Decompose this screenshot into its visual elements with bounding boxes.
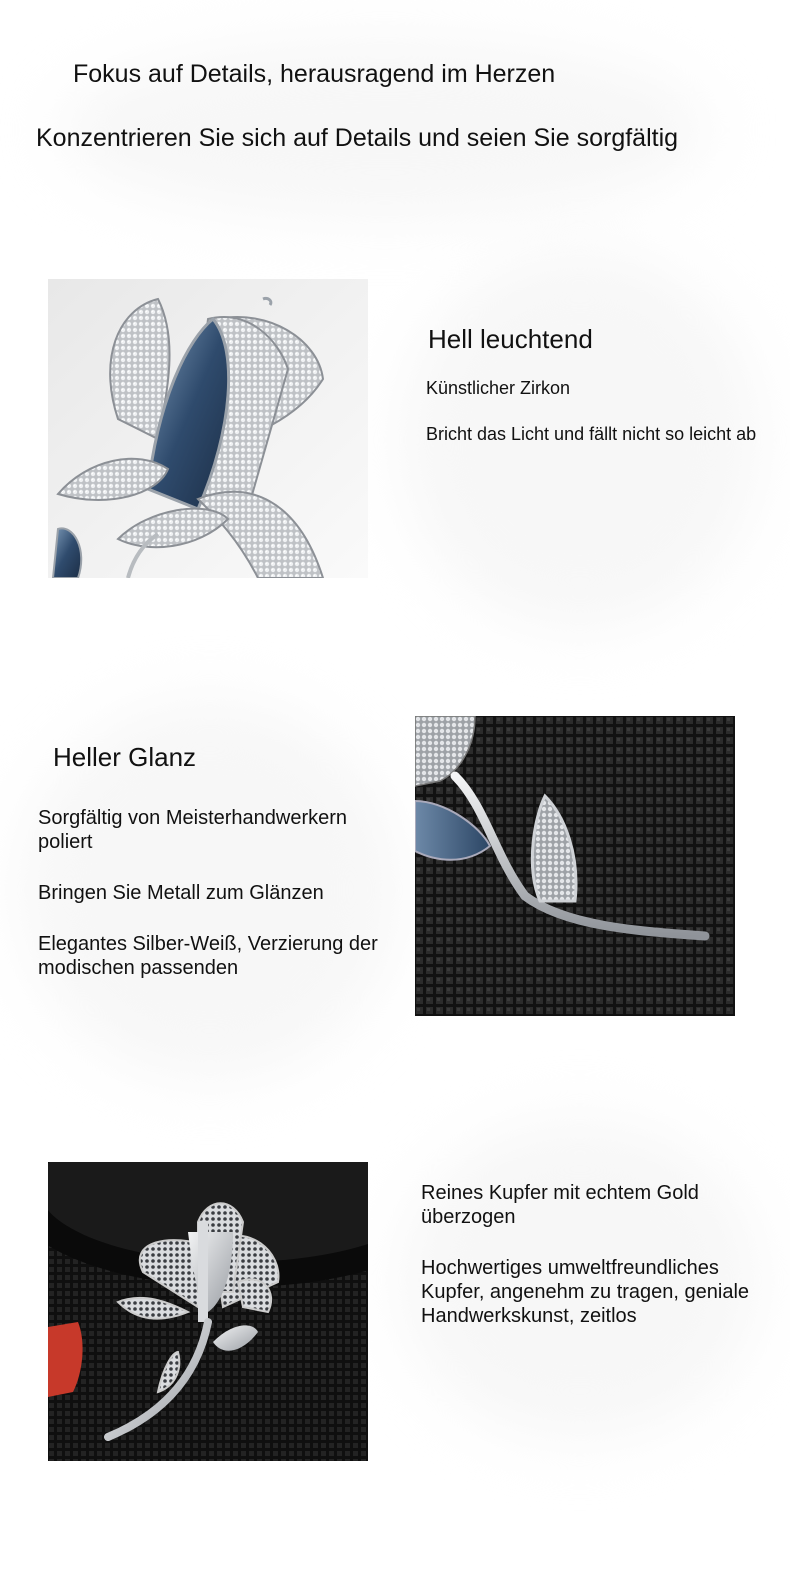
section3-line-1: Reines Kupfer mit echtem Gold überzogen [421, 1182, 699, 1228]
header-line-1: Fokus auf Details, herausragend im Herzen [73, 60, 556, 88]
header-line-2: Konzentrieren Sie sich auf Details und seien Sie sorgfältig [36, 124, 679, 152]
product-photo-stem-detail [415, 716, 735, 1016]
section2-line-1: Sorgfältig von Meisterhandwerkern poliert [38, 807, 348, 853]
section1-line-1: Künstlicher Zirkon [426, 378, 571, 398]
product-photo-flower-front [48, 279, 368, 578]
section1-line-2: Bricht das Licht und fällt nicht so leicht ab [426, 424, 757, 444]
product-photo-brooch-back [48, 1162, 368, 1461]
section2-title: Heller Glanz [53, 742, 197, 772]
section2-line-2: Bringen Sie Metall zum Glänzen [38, 882, 324, 904]
section2-line-3: Elegantes Silber-Weiß, Verzierung der modischen passenden [38, 933, 378, 979]
section3-line-2: Hochwertiges umweltfreundliches Kupfer, angenehm zu tragen, geniale Handwerkskunst, zeitlos [421, 1257, 750, 1327]
section1-title: Hell leuchtend [428, 324, 593, 354]
